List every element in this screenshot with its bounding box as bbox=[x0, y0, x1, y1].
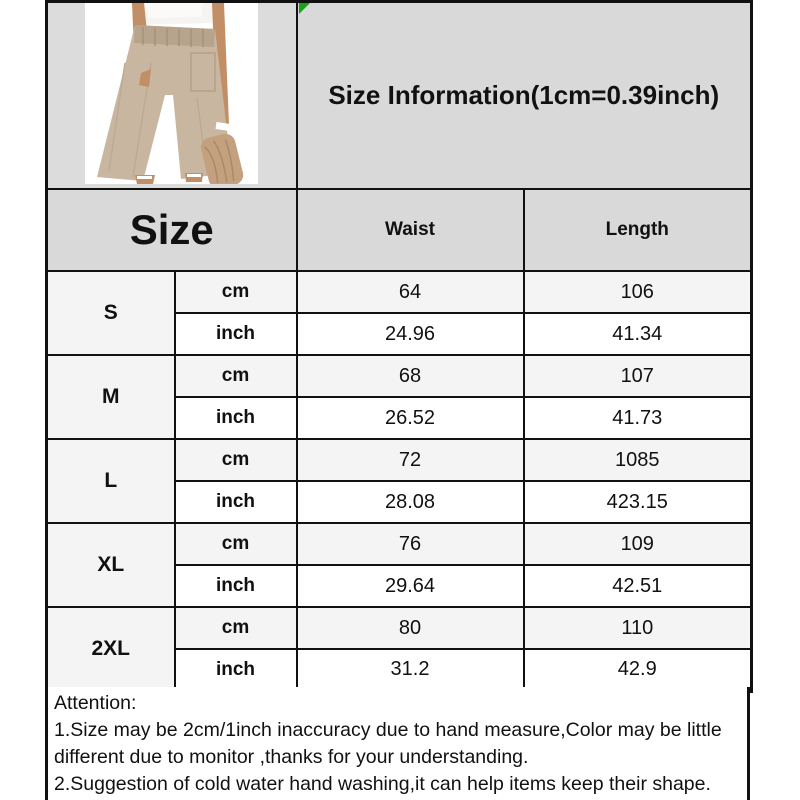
corner-marker-icon bbox=[299, 3, 310, 14]
unit-label: cm bbox=[175, 271, 297, 313]
length-value: 110 bbox=[524, 607, 752, 649]
unit-label: inch bbox=[175, 481, 297, 523]
header-waist: Waist bbox=[297, 189, 524, 271]
length-value: 41.34 bbox=[524, 313, 752, 355]
length-value: 109 bbox=[524, 523, 752, 565]
size-label-l: L bbox=[47, 439, 175, 523]
waist-value: 28.08 bbox=[297, 481, 524, 523]
waist-value: 26.52 bbox=[297, 397, 524, 439]
header-length: Length bbox=[524, 189, 752, 271]
size-table bbox=[45, 0, 753, 693]
length-value: 42.9 bbox=[524, 649, 752, 691]
unit-label: cm bbox=[175, 607, 297, 649]
unit-label: cm bbox=[175, 523, 297, 565]
waist-value: 72 bbox=[297, 439, 524, 481]
length-value: 107 bbox=[524, 355, 752, 397]
unit-label: inch bbox=[175, 313, 297, 355]
waist-value: 29.64 bbox=[297, 565, 524, 607]
unit-label: inch bbox=[175, 649, 297, 691]
attention-heading: Attention: bbox=[54, 692, 137, 714]
size-label-m: M bbox=[47, 355, 175, 439]
length-value: 423.15 bbox=[524, 481, 752, 523]
waist-value: 76 bbox=[297, 523, 524, 565]
length-value: 106 bbox=[524, 271, 752, 313]
unit-label: cm bbox=[175, 355, 297, 397]
length-value: 42.51 bbox=[524, 565, 752, 607]
product-image-cell bbox=[47, 2, 297, 190]
title-cell bbox=[297, 2, 752, 190]
attention-section bbox=[45, 687, 750, 800]
length-value: 41.73 bbox=[524, 397, 752, 439]
unit-label: inch bbox=[175, 565, 297, 607]
waist-value: 80 bbox=[297, 607, 524, 649]
page-title: Size Information(1cm=0.39inch) bbox=[328, 80, 720, 110]
waist-value: 64 bbox=[297, 271, 524, 313]
waist-value: 68 bbox=[297, 355, 524, 397]
waist-value: 31.2 bbox=[297, 649, 524, 691]
pants-illustration bbox=[85, 3, 258, 184]
header-size: Size bbox=[47, 189, 297, 271]
size-label-xl: XL bbox=[47, 523, 175, 607]
waist-value: 24.96 bbox=[297, 313, 524, 355]
product-photo bbox=[85, 3, 258, 184]
attention-note-2: 2.Suggestion of cold water hand washing,it can help items keep their shape. bbox=[54, 773, 711, 795]
product-photo-frame bbox=[48, 3, 296, 188]
size-label-s: S bbox=[47, 271, 175, 355]
size-label-2xl: 2XL bbox=[47, 607, 175, 691]
unit-label: inch bbox=[175, 397, 297, 439]
attention-note-1: 1.Size may be 2cm/1inch inaccuracy due to hand measure,Color may be little different due to monitor ,thanks for your understanding. bbox=[54, 719, 722, 768]
unit-label: cm bbox=[175, 439, 297, 481]
length-value: 1085 bbox=[524, 439, 752, 481]
